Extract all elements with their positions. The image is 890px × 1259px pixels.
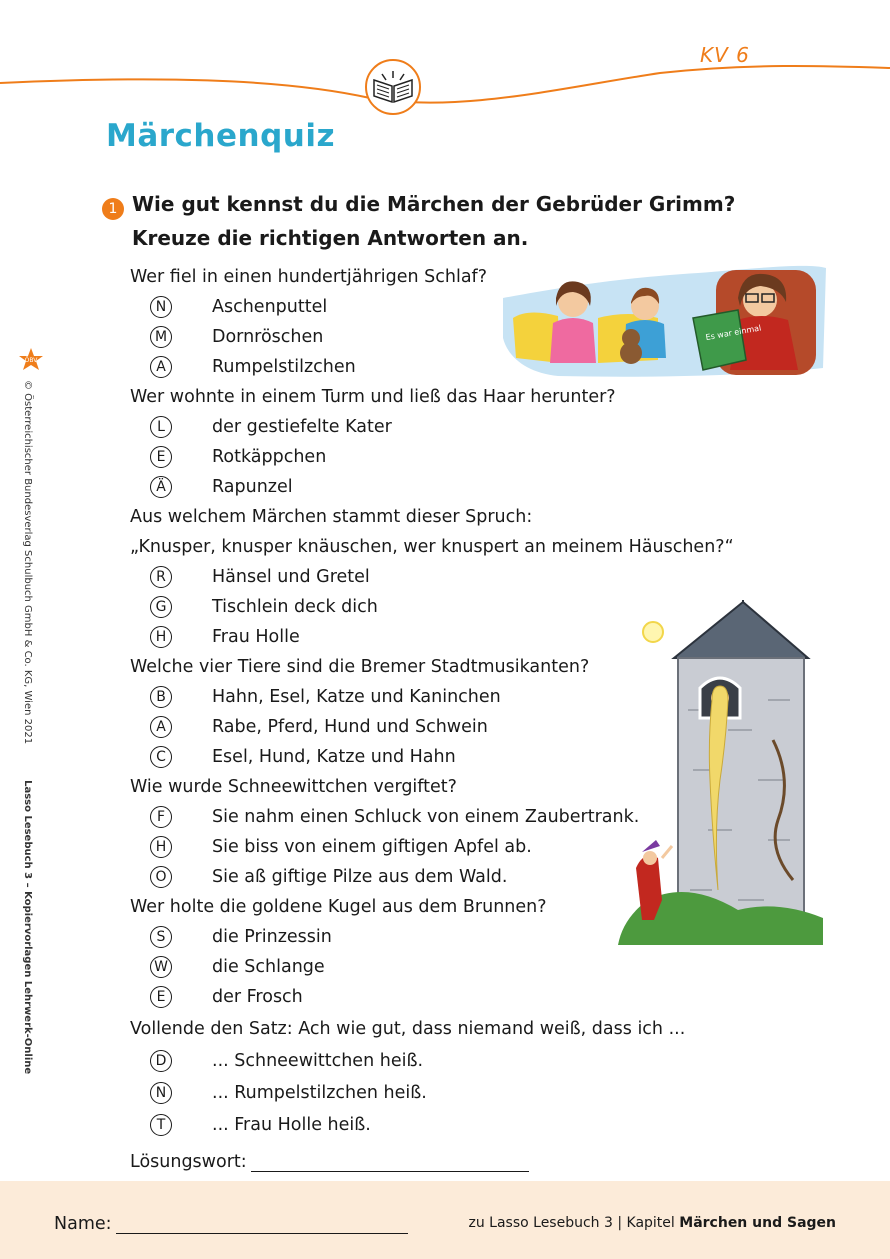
name-field[interactable] <box>54 1214 408 1234</box>
answer-letter-circle[interactable]: D <box>150 1050 172 1072</box>
answer-option[interactable] <box>130 952 630 982</box>
answer-option[interactable] <box>130 682 630 712</box>
answer-option[interactable] <box>130 832 630 862</box>
question: Wer holte die goldene Kugel aus dem Brunnen? <box>130 897 547 917</box>
task-instruction-line-2: Kreuze die richtigen Antworten an. <box>132 226 529 250</box>
answer-text: Tischlein deck dich <box>212 597 378 617</box>
answer-option[interactable] <box>130 412 630 442</box>
answer-option[interactable] <box>130 982 630 1012</box>
answer-option[interactable] <box>130 922 630 952</box>
answer-letter-circle[interactable]: O <box>150 866 172 888</box>
reading-illustration <box>498 258 828 383</box>
series-text: Lasso Lesebuch 3 – Kopiervorlagen Lehrwerk-Online <box>22 780 33 1075</box>
answer-option[interactable] <box>130 442 630 472</box>
question: Aus welchem Märchen stammt dieser Spruch: <box>130 507 533 527</box>
book-cover-text: Es war einmal <box>704 323 762 343</box>
chapter-reference <box>468 1215 836 1231</box>
answer-text: Hahn, Esel, Katze und Kaninchen <box>212 687 501 707</box>
solution-label: Lösungswort: <box>130 1152 247 1172</box>
name-line[interactable] <box>116 1215 408 1234</box>
open-book-icon <box>364 58 422 116</box>
answer-letter-circle[interactable]: R <box>150 566 172 588</box>
footer-bar <box>0 1181 890 1259</box>
question: Wie wurde Schneewittchen vergiftet? <box>130 777 457 797</box>
answer-letter-circle[interactable]: L <box>150 416 172 438</box>
answer-text: die Prinzessin <box>212 927 332 947</box>
answer-option[interactable] <box>130 1046 630 1076</box>
answer-letter-circle[interactable]: E <box>150 986 172 1008</box>
answer-option[interactable] <box>130 562 630 592</box>
answer-text: Sie nahm einen Schluck von einem Zaubertrank. <box>212 807 640 827</box>
answer-option[interactable] <box>130 862 630 892</box>
answer-letter-circle[interactable]: E <box>150 446 172 468</box>
page-title: Märchenquiz <box>106 118 336 154</box>
rapunzel-tower-illustration <box>608 600 833 960</box>
answer-text: Frau Holle <box>212 627 300 647</box>
answer-text: die Schlange <box>212 957 325 977</box>
publisher-logo <box>18 347 44 373</box>
answer-text: Esel, Hund, Katze und Hahn <box>212 747 456 767</box>
answer-text: Sie biss von einem giftigen Apfel ab. <box>212 837 532 857</box>
answer-text: Rumpelstilzchen <box>212 357 356 377</box>
answer-letter-circle[interactable]: T <box>150 1114 172 1136</box>
answer-letter-circle[interactable]: S <box>150 926 172 948</box>
answer-text: ... Rumpelstilzchen heiß. <box>212 1083 427 1103</box>
copyright-text: © Österreichischer Bundesverlag Schulbuch GmbH & Co. KG, Wien 2021 <box>22 380 33 745</box>
answer-text: Dornröschen <box>212 327 324 347</box>
answer-option[interactable] <box>130 622 630 652</box>
worksheet-code: KV 6 <box>700 43 750 67</box>
answer-letter-circle[interactable]: G <box>150 596 172 618</box>
solution-line[interactable] <box>251 1153 529 1172</box>
question: Vollende den Satz: Ach wie gut, dass niemand weiß, dass ich ... <box>130 1019 686 1039</box>
answer-letter-circle[interactable]: C <box>150 746 172 768</box>
answer-text: ... Schneewittchen heiß. <box>212 1051 424 1071</box>
answer-letter-circle[interactable]: W <box>150 956 172 978</box>
answer-letter-circle[interactable]: M <box>150 326 172 348</box>
answer-text: Rotkäppchen <box>212 447 327 467</box>
answer-option[interactable] <box>130 802 640 832</box>
name-label: Name: <box>54 1214 112 1234</box>
answer-letter-circle[interactable]: N <box>150 1082 172 1104</box>
question: Welche vier Tiere sind die Bremer Stadtmusikanten? <box>130 657 590 677</box>
answer-letter-circle[interactable]: A <box>150 716 172 738</box>
answer-letter-circle[interactable]: A <box>150 356 172 378</box>
answer-letter-circle[interactable]: H <box>150 836 172 858</box>
answer-option[interactable] <box>130 712 630 742</box>
answer-text: Sie aß giftige Pilze aus dem Wald. <box>212 867 508 887</box>
answer-option[interactable] <box>130 592 630 622</box>
answer-option[interactable] <box>130 472 630 502</box>
answer-option[interactable] <box>130 1110 630 1140</box>
answer-option[interactable] <box>130 1078 630 1108</box>
task-number-badge: 1 <box>102 198 124 220</box>
answer-letter-circle[interactable]: B <box>150 686 172 708</box>
reference-prefix: zu Lasso Lesebuch 3 | Kapitel <box>468 1215 675 1231</box>
solution-word-field[interactable] <box>130 1152 529 1172</box>
question: Wer fiel in einen hundertjährigen Schlaf? <box>130 267 487 287</box>
answer-option[interactable] <box>130 742 630 772</box>
question: Wer wohnte in einem Turm und ließ das Haar herunter? <box>130 387 616 407</box>
answer-text: Rapunzel <box>212 477 293 497</box>
answer-letter-circle[interactable]: F <box>150 806 172 828</box>
logo-text: ÖBV <box>24 357 38 364</box>
question-quote: „Knusper, knusper knäuschen, wer knuspert an meinem Häuschen?“ <box>130 537 734 557</box>
header-wave-divider <box>0 58 890 108</box>
answer-text: Hänsel und Gretel <box>212 567 370 587</box>
answer-text: ... Frau Holle heiß. <box>212 1115 371 1135</box>
chapter-name: Märchen und Sagen <box>679 1215 836 1231</box>
side-publisher-info <box>22 380 33 1074</box>
answer-text: der gestiefelte Kater <box>212 417 392 437</box>
answer-letter-circle[interactable]: H <box>150 626 172 648</box>
answer-text: Aschenputtel <box>212 297 328 317</box>
answer-text: Rabe, Pferd, Hund und Schwein <box>212 717 488 737</box>
answer-text: der Frosch <box>212 987 303 1007</box>
answer-letter-circle[interactable]: N <box>150 296 172 318</box>
answer-letter-circle[interactable]: Ä <box>150 476 172 498</box>
task-instruction-line-1: Wie gut kennst du die Märchen der Gebrüder Grimm? <box>132 192 736 216</box>
